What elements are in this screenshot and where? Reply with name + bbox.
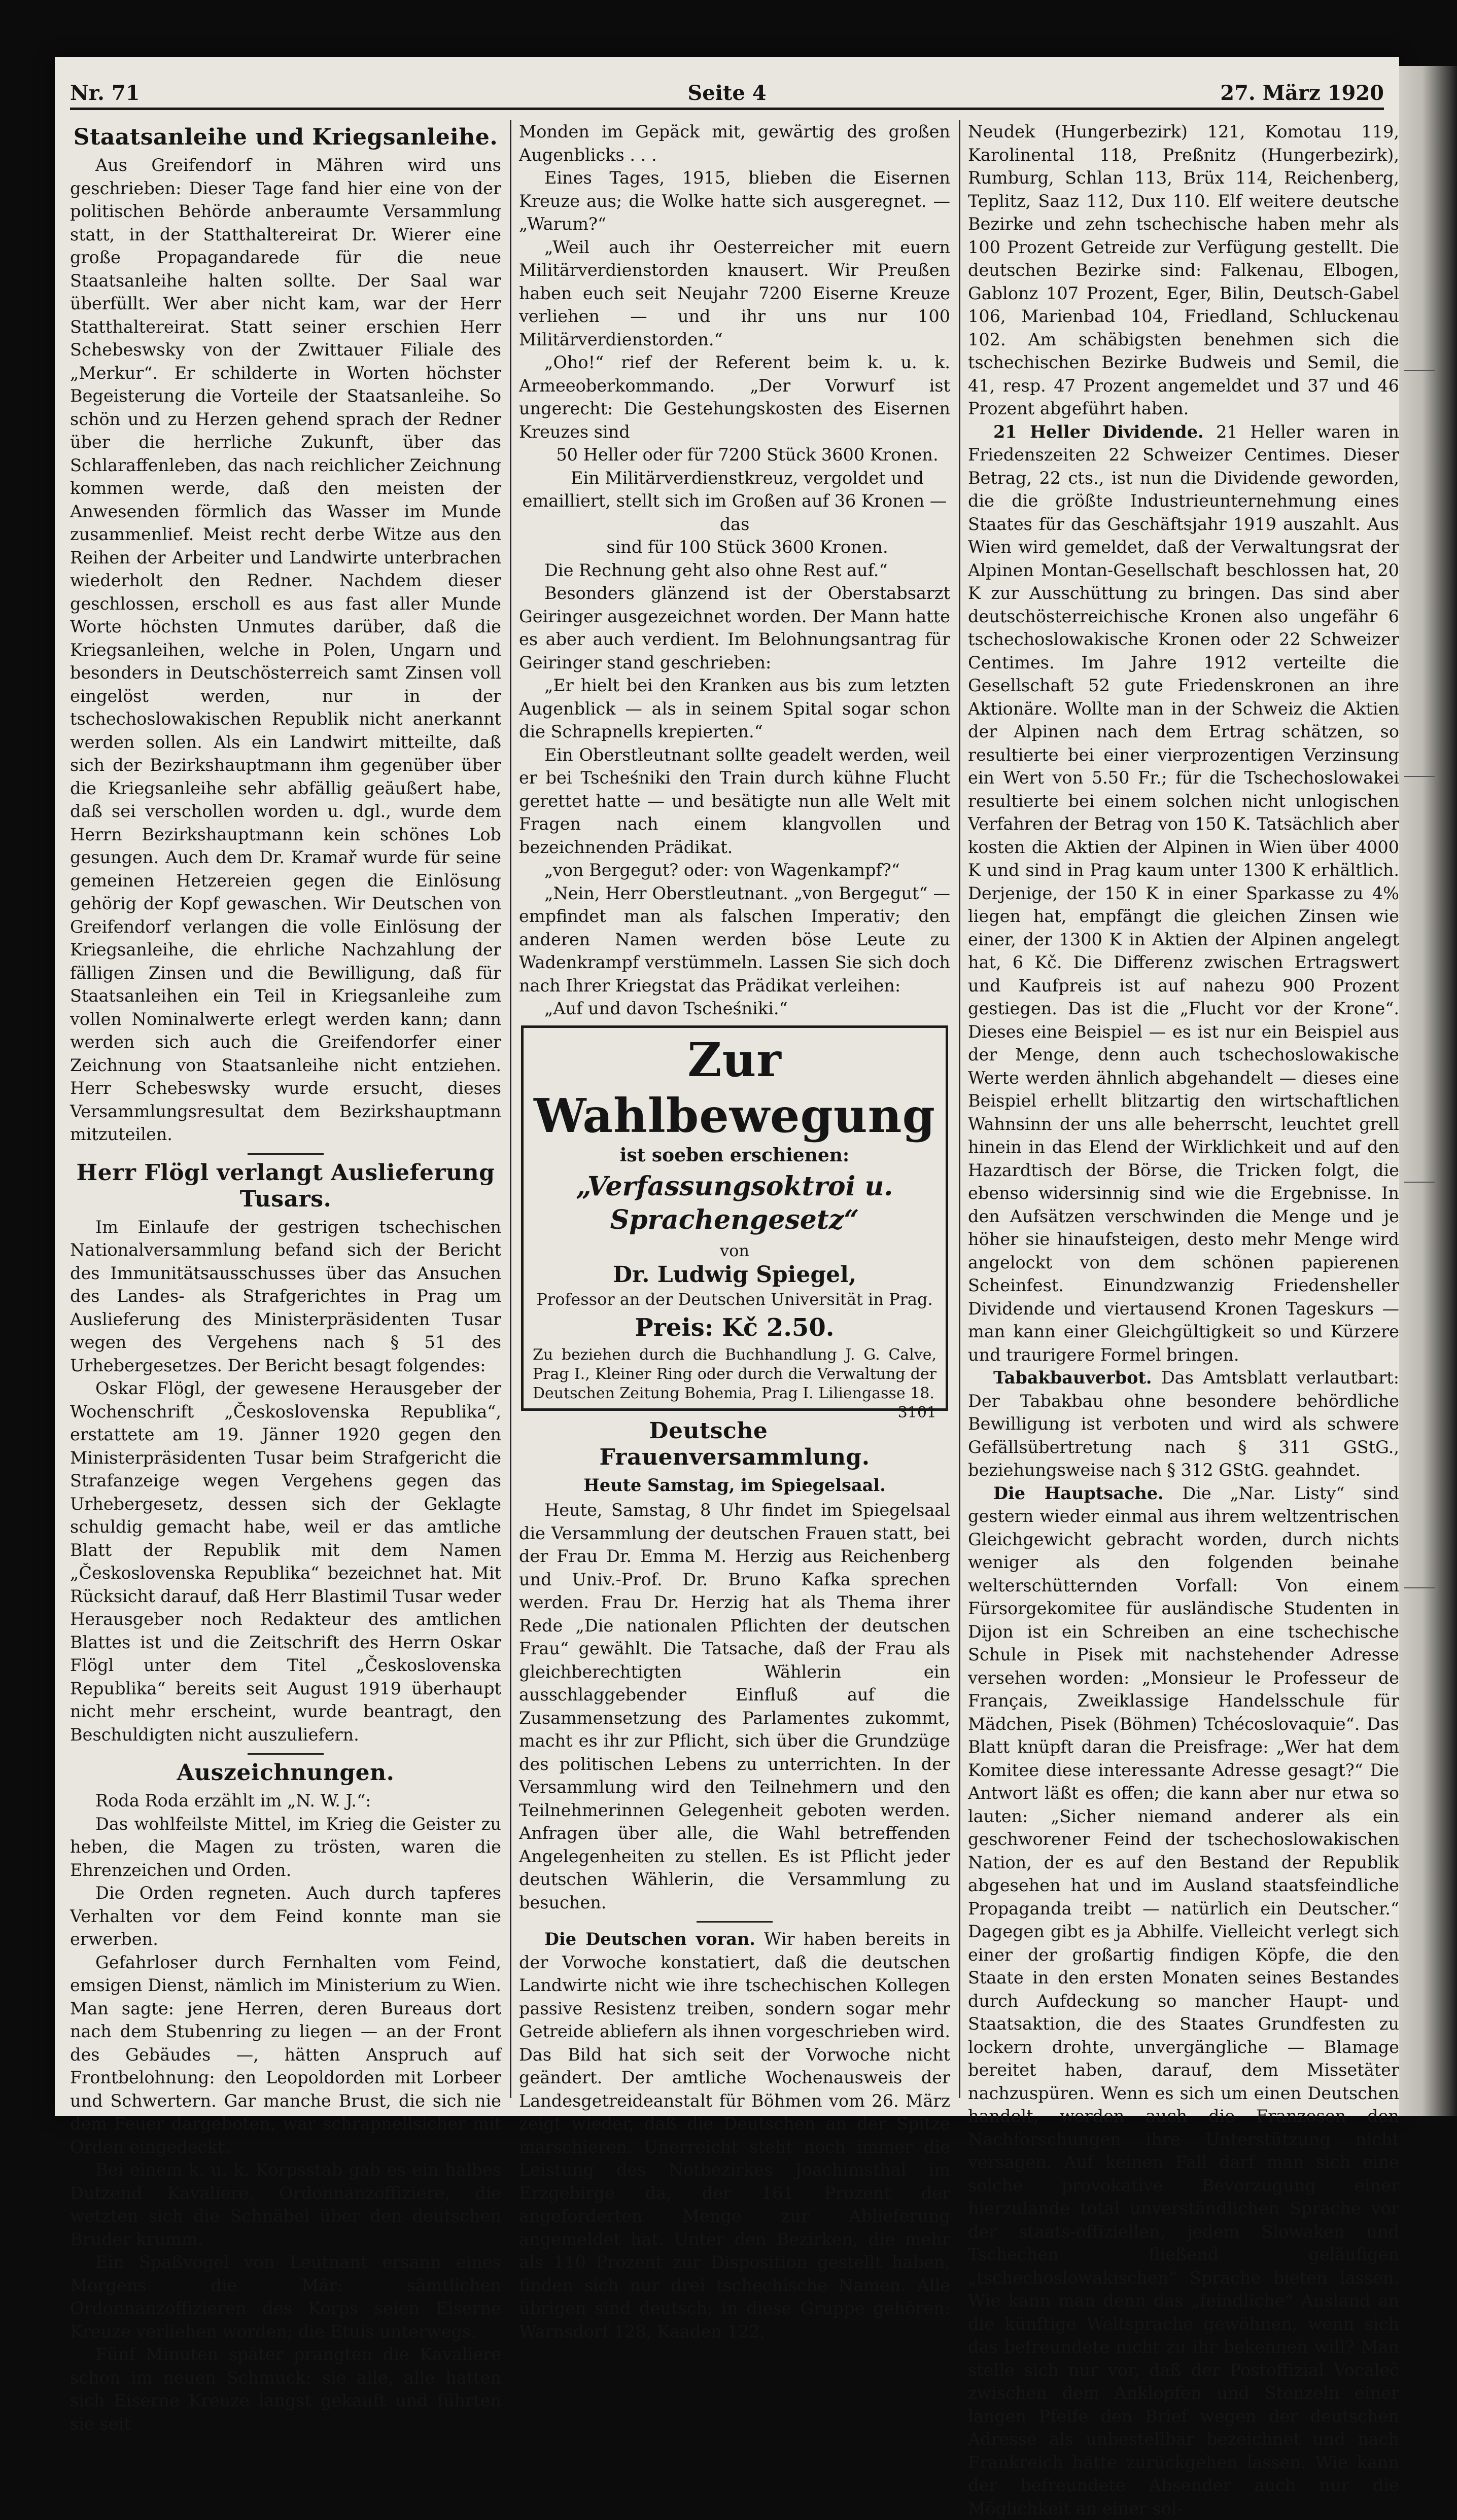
article-body: Heute, Samstag, 8 Uhr findet im Spiegelsaal die Versammlung der deutschen Frauen statt, bei der Frau Dr. Emma M. Herzig aus Reichenberg und Univ.-Prof. Dr. Bruno Kafka sprechen werden. Frau Dr. Herzig hat als Thema ihrer Rede „Die nationalen Pflichten der deutschen Frau“ gewählt. Die Tatsache, daß der Frau als gleichberechtigten Wählerin ein ausschlaggebender Einfluß auf die Zusammensetzung des Parlamentes zukommt, macht es ihr zur Pflicht, sich über die Grundzüge des politischen Lebens zu unterrichten. In der Versammlung wird den Teilnehmern und den Teilnehmerinnen Gelegenheit geboten werden. Anfragen über alle, die Wahl betreffenden Angelegenheiten zu stellen. Es ist Pflicht jeder deutschen Wählerin, die Versammlung zu besuchen.: [519, 1499, 950, 1914]
column-rule-2: [959, 120, 960, 2098]
article-body: Die Deutschen voran. Wir haben bereits in der Vorwoche konstatiert, daß die deutschen Landwirte nicht wie ihre tschechischen Kollegen passive Resistenz treiben, sondern sogar mehr Getreide abliefern als ihnen vorgeschrieben wird. Das Bild hat sich seit der Vorwoche nicht geändert. Der amtliche Wochenausweis der Landesgetreideanstalt für Böhmen vom 26. März zeigt wieder, daß die Deutschen an der Spitze marschieren. Unerreicht steht noch immer die Leistung des Notbezirkes Joachimsthal im Erzgebirge da, der 161 Prozent der angeforderten Menge zur Ablieferung angemeldet hat. Unter den Bezirken, die mehr als 110 Prozent zur Disposition gestellt haben, finden sich nur drei tschechische Namen. Alle übrigen sind deutsch; in diese Gruppe gehören: Warnsdorf 128, Kaaden 122,: [519, 1928, 950, 2343]
article-title-staatsanleihe: Staatsanleihe und Kriegsanleihe.: [70, 124, 501, 151]
article-body: „Nein, Herr Oberstleutnant. „von Bergegut“ — empfindet man als falschen Imperativ; den anderen Namen werden böse Leute zu Wadenkrampf verstümmeln. Lassen Sie sich doch nach Ihrer Kriegstat das Prädikat verleihen:: [519, 882, 950, 998]
ad-subtitle: ist soeben erschienen:: [533, 1144, 936, 1167]
issue-number: Nr. 71: [70, 81, 140, 105]
column-left: [70, 120, 501, 2108]
paragraph-lead: Tabakbauverbot.: [993, 1368, 1152, 1388]
ad-author: Dr. Ludwig Spiegel,: [533, 1261, 936, 1289]
column-middle: [519, 120, 950, 2108]
divider: [697, 1921, 773, 1923]
article-title-floegl: Herr Flögl verlangt Auslieferung Tusars.: [70, 1160, 501, 1213]
column-right: [968, 120, 1399, 2108]
article-body: Gefahrloser durch Fernhalten vom Feind, emsigen Dienst, nämlich im Ministerium zu Wien. Man sagte: jene Herren, deren Bureaus dort nach dem Stubenring zu liegen — an der Front des Gebäudes —, hätten Anspruch auf Frontbelohnung: den Leopoldorden mit Lorbeer und Schwertern. Gar manche Brust, die sich nie dem Feuer dargeboten, war schrapnellsicher mit Orden eingedeckt.: [70, 1951, 501, 2159]
article-body: Tabakbauverbot. Das Amtsblatt verlautbart: Der Tabakbau ohne besondere behördliche Bewilligung ist verboten und wird als schwere Gefällsübertretung nach § 311 GStG., beziehungsweise nach § 312 GStG. geahndet.: [968, 1366, 1399, 1482]
ad-book-title: „Verfassungsoktroi u. Sprachengesetz“: [533, 1170, 936, 1237]
article-body: Eines Tages, 1915, blieben die Eisernen Kreuze aus; die Wolke hatte sich ausgeregnet. — „Warum?“: [519, 166, 950, 236]
ad-author-title: Professor an der Deutschen Universität in Prag.: [533, 1289, 936, 1310]
article-title-frauenversammlung: Deutsche Frauenversammlung.: [519, 1418, 950, 1471]
article-subtitle: Heute Samstag, im Spiegelsaal.: [519, 1474, 950, 1497]
article-body: Monden im Gepäck mit, gewärtig des großen Augenblicks . . .: [519, 120, 950, 166]
article-body: Die Hauptsache. Die „Nar. Listy“ sind gestern wieder einmal aus ihrem weltzentrischen Gleichgewicht gebracht worden, durch nichts weniger als den folgenden beinahe welterschütternden Vorfall: Von einem Fürsorgekomitee für ausländische Studenten in Dijon ist ein Schreiben an eine tschechische Schule in Pisek mit nachstehender Adresse versehen worden: „Monsieur le Professeur de Français, Zweiklassige Handelsschule für Mädchen, Pisek (Böhmen) Tchécoslovaquie“. Das Blatt knüpft daran die Preisfrage: „Wer hat dem Komitee diese interessante Adresse gesagt?“ Die Antwort läßt es offen; die kann aber nur etwa so lauten: „Sicher niemand anderer als ein geschworener Feind der tschechoslowakischen Nation, der es auf den Bestand der Republik abgesehen hat und im Ausland staatsfeindliche Propaganda treibt — natürlich ein Deutscher.“ Dagegen gibt es ja Abhilfe. Vielleicht verlegt sich einer der großartig findigen Köpfe, die den Staate in den ersten Monaten seines Bestandes durch Aufdeckung so mancher Haupt- und Staatsaktion, die des Staates Grundfesten zu lockern drohte, unvergängliche — Blamage bereitet haben, darauf, dem Missetäter nachzuspüren. Wenn es sich um einen Deutschen handelt, werden auch die Franzosen den Nachforschungen ihre Unterstützung nicht versagen. Auf keinen Fall darf man sich eine solche provokative Bevorzugung einer hierzulande total unverständlichen Sprache vor der staats-offiziellen, jedem Slowaken und Tschechen fließend geläufigen „tschechoslowakischen“ Sprache bieten lassen. Wie kann man denn das „feindliche“ Ausland an die künftige Weltsprache gewöhnen, wenn sich das befreundete nicht zu ihr bekennen will? Man stelle sich nur vor, daß der Postoffizial Vocaleč zwischen dem Anklopfen und Stenzeln einer langen Pfeife den Brief wegen der deutschen Adresse als unbestellbar bezeichnet und nach Frankreich hätte zurückgehen lassen. Wie kann der befreundete Absender auch nur die Möglichkeit an einer sol-: [968, 1482, 1399, 2520]
article-body: Die Orden regneten. Auch durch tapferes Verhalten vor dem Feind konnte man sie erwerben.: [70, 1882, 501, 1951]
newspaper-page: [55, 57, 1399, 2116]
ad-code: 3101: [898, 1403, 936, 1423]
issue-date: 27. März 1920: [1220, 81, 1384, 105]
page-header: [70, 81, 1384, 110]
ad-title: Zur Wahlbewegung: [533, 1032, 936, 1144]
ad-order-info: Zu beziehen durch die Buchhandlung J. G. Calve, Prag I., Kleiner Ring oder durch die Verwaltung der Deutschen Zeitung Bohemia, Prag I. Liliengasse 18. 3101: [533, 1345, 936, 1403]
paragraph-lead: Die Hauptsache.: [993, 1483, 1164, 1503]
article-body: „Er hielt bei den Kranken aus bis zum letzten Augenblick — als in seinem Spital sogar schon die Schrapnells krepierten.“: [519, 674, 950, 743]
article-body: Im Einlaufe der gestrigen tschechischen Nationalversammlung befand sich der Bericht des Immunitätsausschusses über das Ansuchen des Landes- als Strafgerichtes in Prag um Auslieferung des Ministerpräsidenten Tusar wegen des Vergehens nach § 51 des Urhebergesetzes. Der Bericht besagt folgendes:: [70, 1216, 501, 1377]
advertisement-box: [521, 1025, 948, 1411]
article-body: Besonders glänzend ist der Oberstabsarzt Geiringer ausgezeichnet worden. Der Mann hatte es aber auch verdient. Im Belohnungsantrag für Geiringer stand geschrieben:: [519, 582, 950, 674]
article-body: „Oho!“ rief der Referent beim k. u. k. Armeeoberkommando. „Der Vorwurf ist ungerecht: Die Gestehungskosten des Eisernen Kreuzes sind: [519, 351, 950, 443]
edge-mark: [1404, 776, 1435, 777]
adjacent-page-edge: [1399, 66, 1457, 2116]
calculation-line: Ein Militärverdienstkreuz, vergoldet und emailliert, stellt sich im Großen auf 36 Kronen — das: [519, 467, 950, 536]
article-body: „Auf und davon Tscheśniki.“: [519, 997, 950, 1020]
paragraph-lead: 21 Heller Dividende.: [993, 422, 1204, 442]
edge-mark: [1404, 1182, 1435, 1183]
edge-mark: [1404, 1587, 1435, 1588]
column-rule-1: [510, 120, 511, 2098]
paragraph-lead: Die Deutschen voran.: [544, 1929, 755, 1949]
article-body: 21 Heller Dividende. 21 Heller waren in Friedenszeiten 22 Schweizer Centimes. Dieser Betrag, 22 cts., ist nun die Dividende geworden, die die größte Industrieunternehmung eines Staates für das Geschäftsjahr 1919 auszahlt. Aus Wien wird gemeldet, daß der Verwaltungsrat der Alpinen Montan-Gesellschaft beschlossen hat, 20 K zur Ausschüttung zu bringen. Das sind aber deutschösterreichische Kronen also ungefähr 6 tschechoslowakische Kronen oder 22 Schweizer Centimes. Im Jahre 1912 verteilte die Gesellschaft 52 gute Friedenskronen an ihre Aktionäre. Wollte man in der Schweiz die Aktien der Alpinen nach dem Ertrag schätzen, so resultierte bei einer vierprozentigen Verzinsung ein Wert von 5.50 Fr.; für die Tschechoslowakei resultierte bei einem solchen nicht unlogischen Verfahren der Betrag von 150 K. Tatsächlich aber kosten die Aktien der Alpinen in Wien über 4000 K und sind in Prag kaum unter 1300 K erhältlich. Derjenige, der 150 K in einer Sparkasse zu 4% liegen hat, empfängt die gleichen Zinsen wie einer, der 1300 K in Aktien der Alpinen angelegt hat, 6 Kč. Die Differenz zwischen Ertragswert und Kaufpreis ist auf nahezu 900 Prozent gestiegen. Das ist die „Flucht vor der Krone“. Dieses eine Beispiel — es ist nur ein Beispiel aus der Menge, denn auch tschechoslowakische Werte werden ähnlich abgehandelt — dieses eine Beispiel erhellt blitzartig den wirtschaftlichen Wahnsinn der uns alle beherrscht, leuchtet grell hinein in das Elend der Wirklichkeit und auf den Hazardtisch der Börse, die Tricken folgt, die ebenso widersinnig sind wie die Ergebnisse. In den Aufsätzen verschwinden die Menge und je höher sie hinaufsteigen, desto mehr Menge wird angelockt von dem schönen papierenen Scheinfest. Einundzwanzig Friedensheller Dividende und viertausend Kronen Tageskurs — man kann einer Gleichgültigkeit so und Kürzere und traurigere Formel bringen.: [968, 420, 1399, 1367]
article-body: Bei einem k. u. k. Korpsstab gab es ein halbes Dutzend Kavaliere, Ordonnanzoffiziere, die wetzten sich die Schnäbel über den deutschen Bruder krumm.: [70, 2158, 501, 2251]
edge-mark: [1404, 370, 1435, 371]
article-body: Fünf Minuten später prangten die Kavaliere schon im neuen Schmuck: sie alle, alle hatten sich Eiserne Kreuze langst gekauft und führten sie seit: [70, 2343, 501, 2435]
article-body: „Weil auch ihr Oesterreicher mit euern Militärverdienstorden knausert. Wir Preußen haben euch seit Neujahr 7200 Eiserne Kreuze verliehen — und ihr uns nur 100 Militärverdienstorden.“: [519, 236, 950, 351]
article-body: Die Rechnung geht also ohne Rest auf.“: [519, 559, 950, 582]
calculation-line: sind für 100 Stück 3600 Kronen.: [519, 536, 950, 559]
article-body: Ein Oberstleutnant sollte geadelt werden, weil er bei Tscheśniki den Train durch kühne Flucht gerettet hatte — und besätigte nun alle Welt mit Fragen nach einem klangvollen und bezeichnenden Prädikat.: [519, 743, 950, 859]
article-body: Roda Roda erzählt im „N. W. J.“:: [70, 1789, 501, 1813]
page-number: Seite 4: [70, 81, 1384, 105]
article-body: Neudek (Hungerbezirk) 121, Komotau 119, Karolinental 118, Preßnitz (Hungerbezirk), Rumburg, Schlan 113, Brüx 114, Reichenberg, Teplitz, Saaz 112, Dux 110. Elf weitere deutsche Bezirke und zehn tschechische haben mehr als 100 Prozent Getreide zur Verfügung gestellt. Die deutschen Bezirke sind: Falkenau, Elbogen, Gablonz 107 Prozent, Eger, Bilin, Deutsch-Gabel 106, Marienbad 104, Friedland, Schluckenau 102. Am schäbigsten benehmen sich die tschechischen Bezirke Budweis und Semil, die 41, resp. 47 Prozent angemeldet und 37 und 46 Prozent abgeführt haben.: [968, 120, 1399, 420]
divider: [248, 1153, 324, 1155]
article-body: Ein Spaßvogel von Leutnant ersann eines Morgens die Mär: sämtlichen Ordonnanzoffizieren des Korps seien Eiserne Kreuze verliehen worden; die Etuis unterwegs.: [70, 2251, 501, 2343]
article-title-auszeichnungen: Auszeichnungen.: [70, 1760, 501, 1786]
divider: [248, 1753, 324, 1755]
ad-price: Preis: Kč 2.50.: [533, 1312, 936, 1343]
article-body: Oskar Flögl, der gewesene Herausgeber der Wochenschrift „Československa Republika“, erstattete am 19. Jänner 1920 gegen den Ministerpräsidenten Tusar beim Strafgericht die Strafanzeige wegen Vergehens gegen das Urhebergesetz, dessen sich der Geklagte schuldig gemacht habe, weil er das amtliche Blatt der Republik mit dem Namen „Československa Republika“ bezeichnet hat. Mit Rücksicht darauf, daß Herr Blastimil Tusar weder Herausgeber noch Redakteur des amtlichen Blattes ist und die Zeitschrift des Herrn Oskar Flögl unter dem Titel „Československa Republika“ bereits seit August 1919 überhaupt nicht mehr erscheint, wurde beantragt, den Beschuldigten nicht auszuliefern.: [70, 1377, 501, 1746]
article-body: Das wohlfeilste Mittel, im Krieg die Geister zu heben, die Magen zu trösten, waren die Ehrenzeichen und Orden.: [70, 1813, 501, 1882]
ad-von: von: [533, 1240, 936, 1261]
article-body: „von Bergegut? oder: von Wagenkampf?“: [519, 859, 950, 882]
article-body: Aus Greifendorf in Mähren wird uns geschrieben: Dieser Tage fand hier eine von der politischen Behörde anberaumte Versammlung statt, in der Statthaltereirat Dr. Wierer eine große Propagandarede für die neue Staatsanleihe halten sollte. Der Saal war überfüllt. Wer aber nicht kam, war der Herr Statthaltereirat. Statt seiner erschien Herr Schebeswsky von der Zwittauer Filiale des „Merkur“. Er schilderte in Worten höchster Begeisterung die Vorteile der Staatsanleihe. So schön und zu Herzen gehend sprach der Redner über die herrliche Zukunft, über das Schlaraffenleben, das nach reichlicher Zeichnung kommen werde, daß den meisten der Anwesenden förmlich das Wasser im Munde zusammenlief. Meist recht derbe Witze aus den Reihen der Arbeiter und Landwirte unterbrachen wiederholt den Redner. Nachdem dieser geschlossen, erscholl es aus fast aller Munde Worte höchsten Unmutes darüber, daß die Kriegsanleihen, welche in Polen, Ungarn und besonders in Deutschösterreich samt Zinsen voll eingelöst werden, nur in der tschechoslowakischen Republik nicht anerkannt werden sollen. Als ein Landwirt mitteilte, daß sich der Bezirkshauptmann ihm gegenüber über die Kriegsanleihe sehr abfällig geäußert habe, daß sei verschollen worden u. dgl., wurde dem Herrn Bezirkshauptmann kein schönes Lob gesungen. Auch dem Dr. Kramař wurde für seine gemeinen Hetzereien gegen die Einlösung gehörig der Kopf gewaschen. Wir Deutschen von Greifendorf verlangen die volle Einlösung der Kriegsanleihe, die ehrliche Nachzahlung der fälligen Zinsen und die Bewilligung, daß für Staatsanleihen ein Teil in Kriegsanleihe zum vollen Nominalwerte erlegt werden kann; dann werden sich auch die Greifendorfer einer Zeichnung von Staatsanleihe nicht entziehen. Herr Schebeswsky wurde ersucht, dieses Versammlungsresultat dem Bezirkshauptmann mitzuteilen.: [70, 154, 501, 1146]
calculation-line: 50 Heller oder für 7200 Stück 3600 Kronen.: [519, 443, 950, 467]
